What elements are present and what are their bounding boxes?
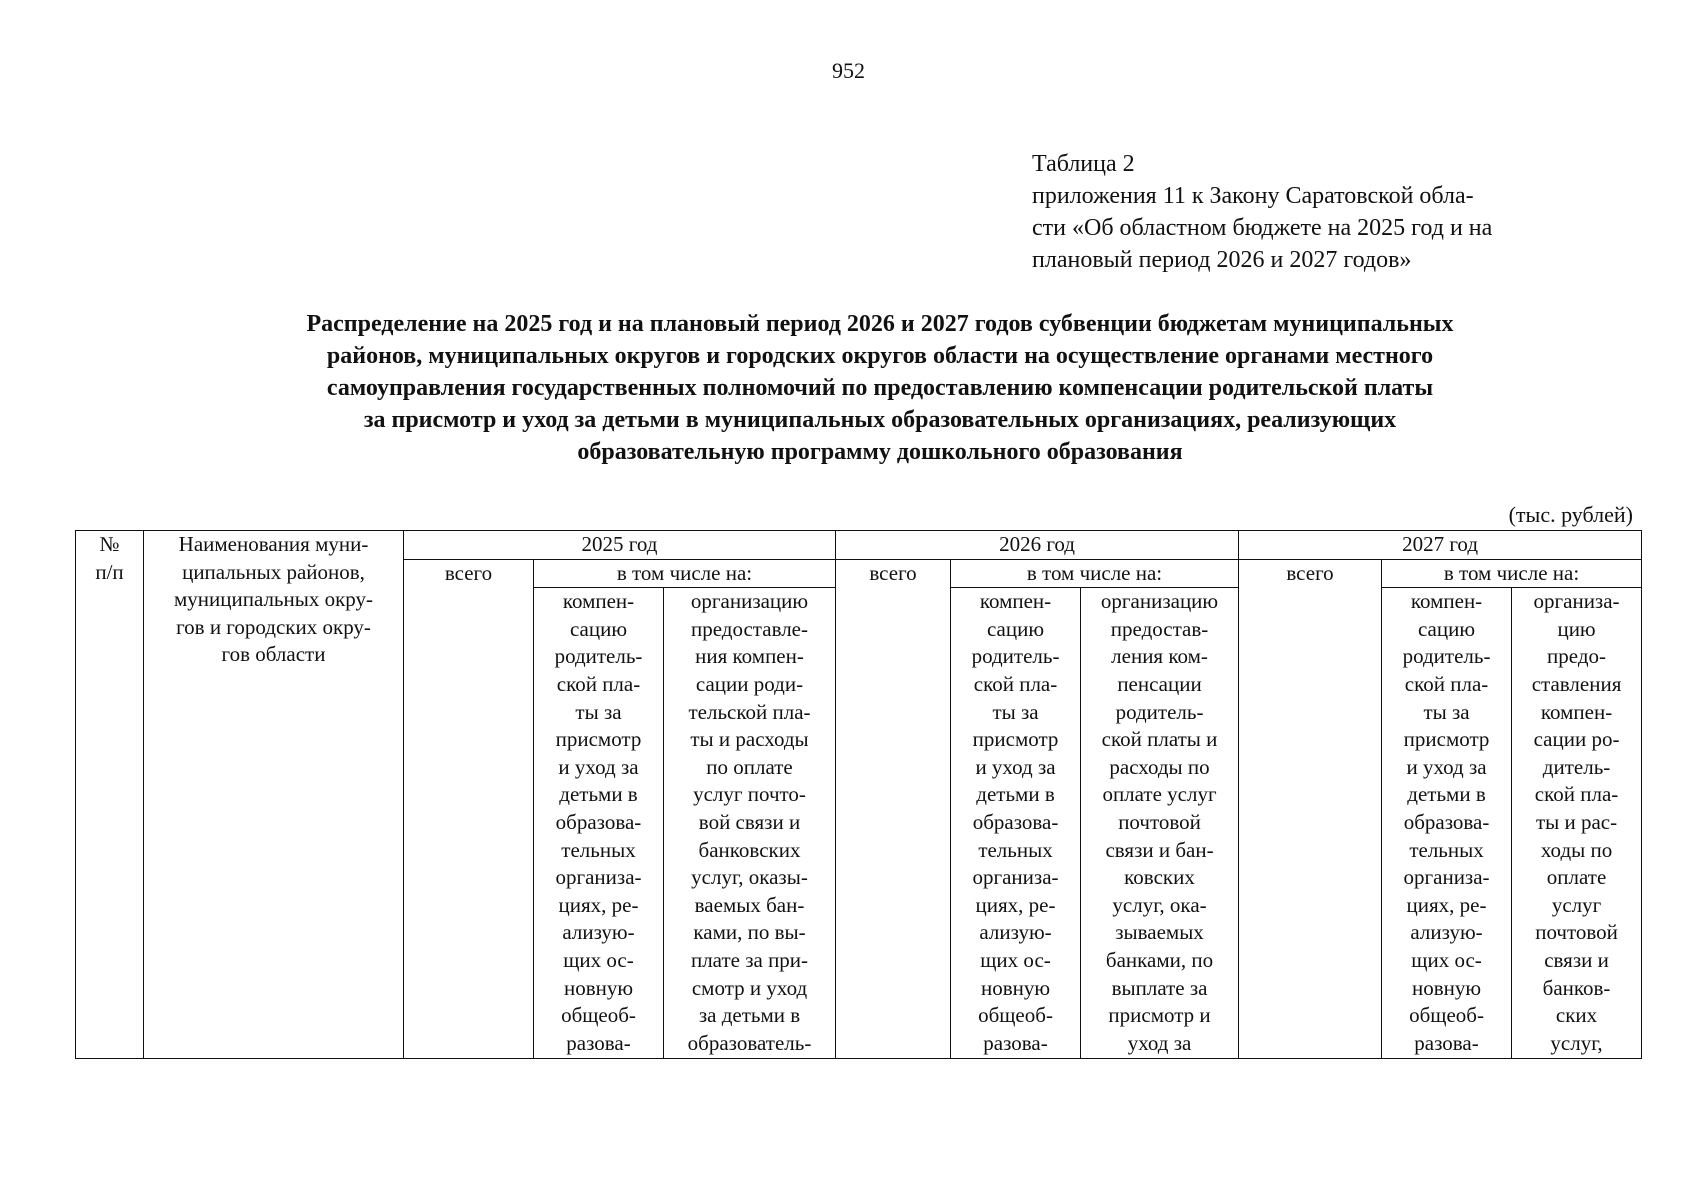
appendix-line: сти «Об областном бюджете на 2025 год и на: [1032, 215, 1493, 241]
header-including-2026: в том числе на:: [951, 559, 1239, 588]
header-name: [144, 531, 404, 1059]
header-text-line: банками, по: [1105, 947, 1214, 972]
header-compensation-2025: [534, 588, 664, 1059]
header-text-line: щих ос-: [980, 947, 1051, 972]
header-text-line: сацию: [1417, 616, 1476, 641]
header-text-line: щих ос-: [1411, 947, 1482, 972]
header-text-line: ской пла-: [1404, 671, 1489, 696]
header-text-line: плате за при-: [690, 947, 809, 972]
header-name-line: гов области: [221, 642, 326, 667]
header-text-line: ты за: [1423, 699, 1470, 724]
header-row-years: [76, 531, 1642, 560]
header-text-line: ками, по вы-: [693, 920, 806, 945]
header-organization-2027: [1512, 588, 1642, 1059]
header-text-line: ализую-: [979, 920, 1052, 945]
header-text-line: образова-: [972, 809, 1059, 834]
header-text-line: общеоб-: [978, 1003, 1053, 1028]
header-text-line: цию: [1557, 616, 1596, 641]
header-text-line: почтовой: [1118, 809, 1201, 834]
header-number: [76, 531, 144, 1059]
header-text-line: родитель-: [1115, 699, 1204, 724]
header-text-line: образова-: [555, 809, 642, 834]
header-text-line: и уход за: [975, 754, 1056, 779]
header-text-line: ковских: [1124, 865, 1195, 890]
header-text-line: разова-: [1414, 1030, 1479, 1055]
header-text-line: уход за: [1127, 1030, 1192, 1055]
header-text-line: ты и рас-: [1535, 809, 1618, 834]
header-name-line: муниципальных окру-: [173, 587, 374, 612]
header-text-line: разова-: [983, 1030, 1048, 1055]
heading-line: Распределение на 2025 год и на плановый период 2026 и 2027 годов субвенции бюджетам муниципальных: [306, 311, 1454, 337]
header-text-line: присмотр: [972, 727, 1059, 752]
header-text-line: тельской пла-: [688, 699, 811, 724]
header-text-line: сацию: [569, 616, 628, 641]
header-text-line: присмотр и: [1108, 1003, 1211, 1028]
header-text-line: образователь-: [687, 1030, 812, 1055]
header-name-line: гов и городских окру-: [176, 614, 371, 639]
header-text-line: тельных: [561, 837, 636, 862]
subvention-table: [75, 530, 1642, 1059]
header-text-line: и уход за: [558, 754, 639, 779]
header-text-line: новную: [1411, 975, 1482, 1000]
header-text-line: ления ком-: [1111, 644, 1208, 669]
header-name-line: ципальных районов,: [182, 559, 365, 584]
header-text-line: предоставле-: [691, 616, 808, 641]
header-text-line: услуг почто-: [693, 782, 806, 807]
header-text-line: услуг,: [1550, 1030, 1603, 1055]
header-text-line: связи и: [1544, 947, 1609, 972]
header-text-line: родитель-: [1402, 644, 1491, 669]
header-text-line: компен-: [979, 589, 1052, 614]
header-text-line: ской платы и: [1101, 727, 1218, 752]
header-text-line: ской пла-: [1534, 782, 1619, 807]
header-text-line: организацию: [1100, 589, 1219, 614]
heading-line: образовательную программу дошкольного образования: [577, 439, 1183, 465]
header-text-line: ваемых бан-: [694, 892, 805, 917]
header-number-line: №: [99, 532, 120, 556]
header-organization-2026: [1081, 588, 1239, 1059]
header-text-line: выплате за: [1111, 975, 1208, 1000]
header-text-line: по оплате: [706, 754, 793, 779]
header-text-line: циях, ре-: [558, 892, 639, 917]
header-year-2026: 2026 год: [836, 531, 1239, 560]
header-text-line: пенсации: [1117, 671, 1202, 696]
header-text-line: расходы по: [1109, 754, 1210, 779]
header-year-2027: 2027 год: [1239, 531, 1642, 560]
header-year-2025: 2025 год: [404, 531, 836, 560]
header-text-line: предостав-: [1110, 616, 1209, 641]
header-text-line: детьми в: [976, 782, 1055, 807]
header-text-line: за детьми в: [698, 1003, 801, 1028]
header-compensation-2027: [1382, 588, 1512, 1059]
page-number: 952: [832, 58, 865, 83]
header-organization-2025: [664, 588, 836, 1059]
header-text-line: ализую-: [1410, 920, 1483, 945]
header-text-line: ставления: [1531, 671, 1622, 696]
header-text-line: ской пла-: [556, 671, 641, 696]
header-including-2027: в том числе на:: [1382, 559, 1642, 588]
header-text-line: родитель-: [971, 644, 1060, 669]
heading-line: районов, муниципальных округов и городских округов области на осуществление органами местного: [326, 343, 1434, 369]
header-text-line: услуг, ока-: [1112, 892, 1207, 917]
header-text-line: ализую-: [562, 920, 635, 945]
header-text-line: организа-: [972, 865, 1059, 890]
header-including-2025: в том числе на:: [534, 559, 836, 588]
header-text-line: оплате: [1546, 865, 1607, 890]
header-text-line: общеоб-: [561, 1003, 636, 1028]
header-text-line: сацию: [986, 616, 1045, 641]
header-text-line: организацию: [690, 589, 809, 614]
header-text-line: ты и расходы: [690, 727, 809, 752]
header-text-line: сации ро-: [1533, 727, 1620, 752]
header-text-line: тельных: [978, 837, 1053, 862]
header-total-2027: всего: [1239, 559, 1382, 1059]
header-text-line: банков-: [1542, 975, 1611, 1000]
header-text-line: услуг, оказы-: [691, 865, 808, 890]
header-text-line: услуг: [1551, 892, 1602, 917]
header-text-line: образова-: [1403, 809, 1490, 834]
header-text-line: организа-: [1403, 865, 1490, 890]
header-text-line: общеоб-: [1409, 1003, 1484, 1028]
header-text-line: детьми в: [1407, 782, 1486, 807]
header-text-line: ской пла-: [973, 671, 1058, 696]
header-text-line: присмотр: [1403, 727, 1490, 752]
header-text-line: тельных: [1409, 837, 1484, 862]
header-text-line: связи и бан-: [1105, 837, 1214, 862]
header-text-line: ских: [1555, 1003, 1598, 1028]
header-text-line: компен-: [1410, 589, 1483, 614]
header-text-line: ты за: [575, 699, 622, 724]
header-text-line: компен-: [1540, 699, 1613, 724]
units-note: (тыс. рублей): [1508, 502, 1633, 527]
header-compensation-2026: [951, 588, 1081, 1059]
header-text-line: родитель-: [554, 644, 643, 669]
heading-line: за присмотр и уход за детьми в муниципальных образовательных организациях, реализующих: [363, 407, 1397, 433]
header-text-line: новную: [563, 975, 634, 1000]
appendix-reference: [1032, 148, 1592, 276]
header-text-line: циях, ре-: [975, 892, 1056, 917]
header-total-2025: всего: [404, 559, 534, 1059]
header-text-line: организа-: [1533, 589, 1620, 614]
header-text-line: щих ос-: [563, 947, 634, 972]
header-text-line: смотр и уход: [691, 975, 808, 1000]
document-heading: [140, 308, 1620, 468]
header-text-line: и уход за: [1406, 754, 1487, 779]
header-text-line: циях, ре-: [1406, 892, 1487, 917]
header-text-line: дитель-: [1542, 754, 1611, 779]
heading-line: самоуправления государственных полномочий по предоставлению компенсации родительской платы: [326, 375, 1434, 401]
header-text-line: детьми в: [559, 782, 638, 807]
header-text-line: новную: [980, 975, 1051, 1000]
header-text-line: организа-: [555, 865, 642, 890]
header-text-line: банковских: [698, 837, 801, 862]
header-text-line: почтовой: [1535, 920, 1618, 945]
header-total-2026: всего: [836, 559, 951, 1059]
header-text-line: зываемых: [1115, 920, 1204, 945]
header-number-line: п/п: [95, 559, 124, 584]
header-text-line: сации роди-: [695, 671, 804, 696]
header-text-line: ния компен-: [695, 644, 804, 669]
header-text-line: разова-: [566, 1030, 631, 1055]
header-text-line: оплате услуг: [1102, 782, 1217, 807]
appendix-line: плановый период 2026 и 2027 годов»: [1032, 247, 1412, 273]
header-text-line: присмотр: [555, 727, 642, 752]
appendix-line: приложения 11 к Закону Саратовской обла-: [1032, 183, 1474, 209]
header-text-line: предо-: [1547, 644, 1607, 669]
header-name-line: Наименования муни-: [178, 532, 369, 556]
header-text-line: вой связи и: [698, 809, 801, 834]
appendix-line: Таблица 2: [1032, 151, 1135, 177]
header-text-line: ходы по: [1540, 837, 1613, 862]
header-text-line: ты за: [992, 699, 1039, 724]
header-text-line: компен-: [562, 589, 635, 614]
